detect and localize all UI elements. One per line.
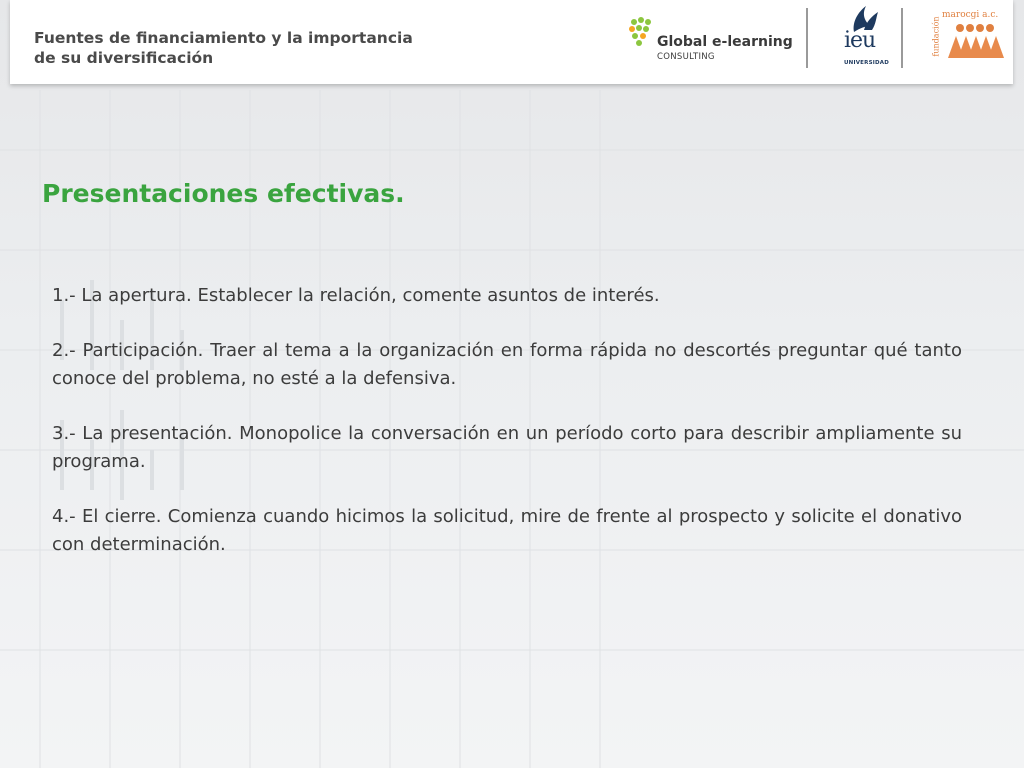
flower-dots-icon (626, 16, 656, 48)
marocgi-logo-vertical-text: fundación (931, 16, 941, 57)
header-title (34, 28, 413, 68)
global-logo-subtitle: CONSULTING (657, 52, 715, 62)
marocgi-logo-name: marocgi a.c. (942, 10, 999, 20)
marocgi-logo (932, 6, 1008, 66)
logo-divider (806, 8, 808, 68)
content-list (52, 282, 962, 586)
slide-title: Presentaciones efectivas. (42, 179, 405, 208)
list-item: 2.- Participación. Traer al tema a la organización en forma rápida no descortés preguntar qué tanto conoce del problema, no esté a la defensiva. (52, 340, 962, 389)
ieu-logo (836, 4, 896, 70)
ieu-logo-subtitle: UNIVERSIDAD (844, 60, 889, 66)
list-item: 1.- La apertura. Establecer la relación, comente asuntos de interés. (52, 285, 660, 306)
people-group-icon (944, 22, 1004, 62)
header-title-line1: Fuentes de financiamiento y la importancia (34, 29, 413, 47)
list-item: 3.- La presentación. Monopolice la conversación en un período corto para describir ampliamente su programa. (52, 423, 962, 472)
header-title-line2: de su diversificación (34, 49, 214, 67)
header-bar (10, 0, 1013, 84)
logo-divider (901, 8, 903, 68)
global-logo-name: Global e-learning (657, 34, 793, 50)
global-elearning-logo (626, 16, 796, 68)
list-item: 4.- El cierre. Comienza cuando hicimos la solicitud, mire de frente al prospecto y solicite el donativo con determinación. (52, 506, 962, 555)
ieu-logo-name: ieu (844, 28, 876, 53)
